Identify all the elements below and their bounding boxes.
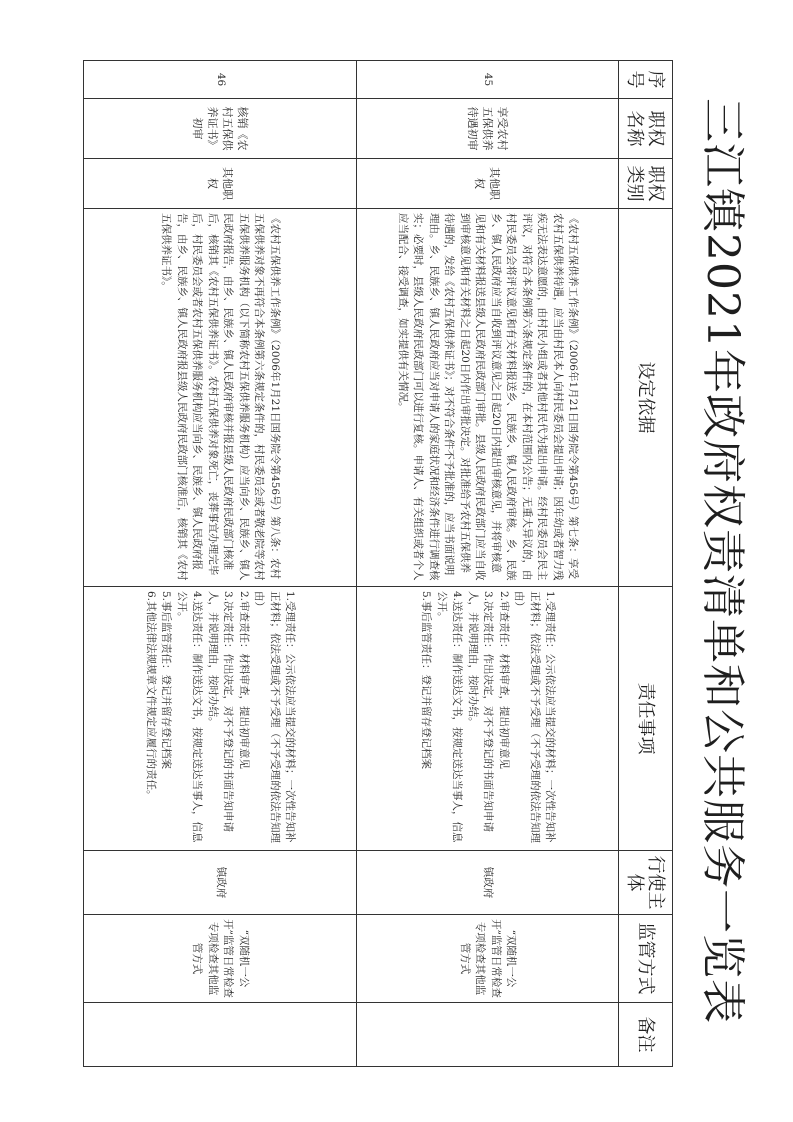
table-row [357, 61, 619, 1067]
header-subject: 行使主体 [619, 851, 673, 915]
header-basis: 设定依据 [619, 209, 673, 587]
row-category: 其他职权 [84, 159, 357, 209]
row-name: 享受农村五保供养待遇初审 [357, 99, 619, 159]
header-name: 职权名称 [619, 99, 673, 159]
row-supervision: “双随机一公开”监管日常检查专项检查其他监管方式 [357, 915, 619, 1003]
duty-item: 4.送达责任：制作送达文书，按规定送达当事人，信息公开。 [176, 591, 204, 843]
row-duties [357, 587, 619, 851]
header-category: 职权类别 [619, 159, 673, 209]
header-row [619, 61, 673, 1067]
header-remarks: 备注 [619, 1003, 673, 1067]
duty-item: 3.决定责任：作出决定，对不予登记的书面告知申请人，并说明理由，按时办结。 [466, 591, 495, 833]
header-duties: 责任事项 [619, 587, 673, 851]
row-remarks [357, 1003, 619, 1067]
duty-item: 5.事后监管责任：登记并留存登记档案 [420, 591, 433, 770]
duty-item: 1.受理责任：公示依法应当提交的材料；一次性告知补正材料；依法受理或不予受理（不予受理的依法告知理由） [513, 591, 557, 843]
row-basis [357, 209, 619, 587]
header-no: 序号 [619, 61, 673, 99]
row-no: 45 [357, 61, 619, 99]
row-subject: 镇政府 [84, 851, 357, 915]
document-title: 三江镇2021年政府权责清单和公共服务一览表 [697, 98, 748, 1024]
header-supervision: 监管方式 [619, 915, 673, 1003]
row-duties [84, 587, 357, 851]
row-remarks [84, 1003, 357, 1067]
duty-item: 3.决定责任：作出决定，对不予登记的书面告知申请人，并说明理由，按时办结。 [207, 591, 235, 833]
row-no: 46 [84, 61, 357, 99]
row-supervision: “双随机一公开”监管日常检查专项检查其他监管方式 [84, 915, 357, 1003]
basis-text: 《农村五保供养工作条例》（2006年1月21日国务院令第456号）第七条：享受农村五保供养待遇，应当由村民本人向村民委员会提出申请；因年幼或者智力残疾无法表达意愿的，由村民小组或者其他村民代为提出申请。经村民委员会民主评议，对符合本条例第六条规定条件的，在本村范围内公告；无重大异议的，由村民委员会将评议意见和有关材料报送乡、民族乡、镇人民政府审核。乡、民族乡、镇人民政府应当自收到评议意见之日起20日内提出审核意见，并将审核意见和有关材料报送县级人民政府民政部门审批。县级人民政府民政部门应当自收到审核意见和有关材料之日起20日内作出审批决定。对批准给予农村五保供养待遇的，发给《农村五保供养证书》；对不符合条件不予批准的，应当书面说明理由。乡、民族乡、镇人民政府应当对申请人的家庭状况和经济条件进行调查核实；必要时，县级人民政府民政部门可以进行复核。申请人、有关组织或者个人应当配合、接受调查，如实提供有关情况。 [397, 213, 580, 581]
duty-item: 2.审查责任：材料审查，提出初审意见 [238, 591, 250, 770]
responsibility-table [83, 60, 673, 1067]
row-category: 其他职权 [357, 159, 619, 209]
duty-item: 4.送达责任：制作送达文书，按规定送达当事人，信息公开。 [435, 591, 464, 843]
duty-item: 6.其他法律法规规章文件规定应履行的责任。 [145, 591, 157, 801]
row-name: 核销《农村五保供养证书》初审 [84, 99, 357, 159]
duty-item: 1.受理责任：公示依法应当提交的材料；一次性告知补正材料；依法受理或不予受理（不予受理的依法告知理由） [253, 591, 297, 843]
table-row [84, 61, 357, 1067]
row-subject: 镇政府 [357, 851, 619, 915]
duty-item: 5.事后监管责任：登记并留存登记档案 [160, 591, 173, 770]
row-basis [84, 209, 357, 587]
basis-text: 《农村五保供养工作条例》（2006年1月21日国务院令第456号）第八条：农村五保供养对象不再符合本条例第六条规定条件的，村民委员会或者敬老院等农村五保供养服务机构（以下简称农村五保供养服务机构）应当向乡、民族乡、镇人民政府报告，由乡、民族乡、镇人民政府审核并报县级人民政府民政部门核准后，核销其《农村五保供养证书》。农村五保供养对象死亡，丧葬事宜办理完毕后，村民委员会或者农村五保供养服务机构应当向乡、民族乡、镇人民政府报告，由乡、民族乡、镇人民政府报县级人民政府民政部门核准后，核销其《农村五保供养证书》。 [160, 213, 281, 581]
duty-item: 2.审查责任：材料审查，提出初审意见 [497, 591, 510, 770]
